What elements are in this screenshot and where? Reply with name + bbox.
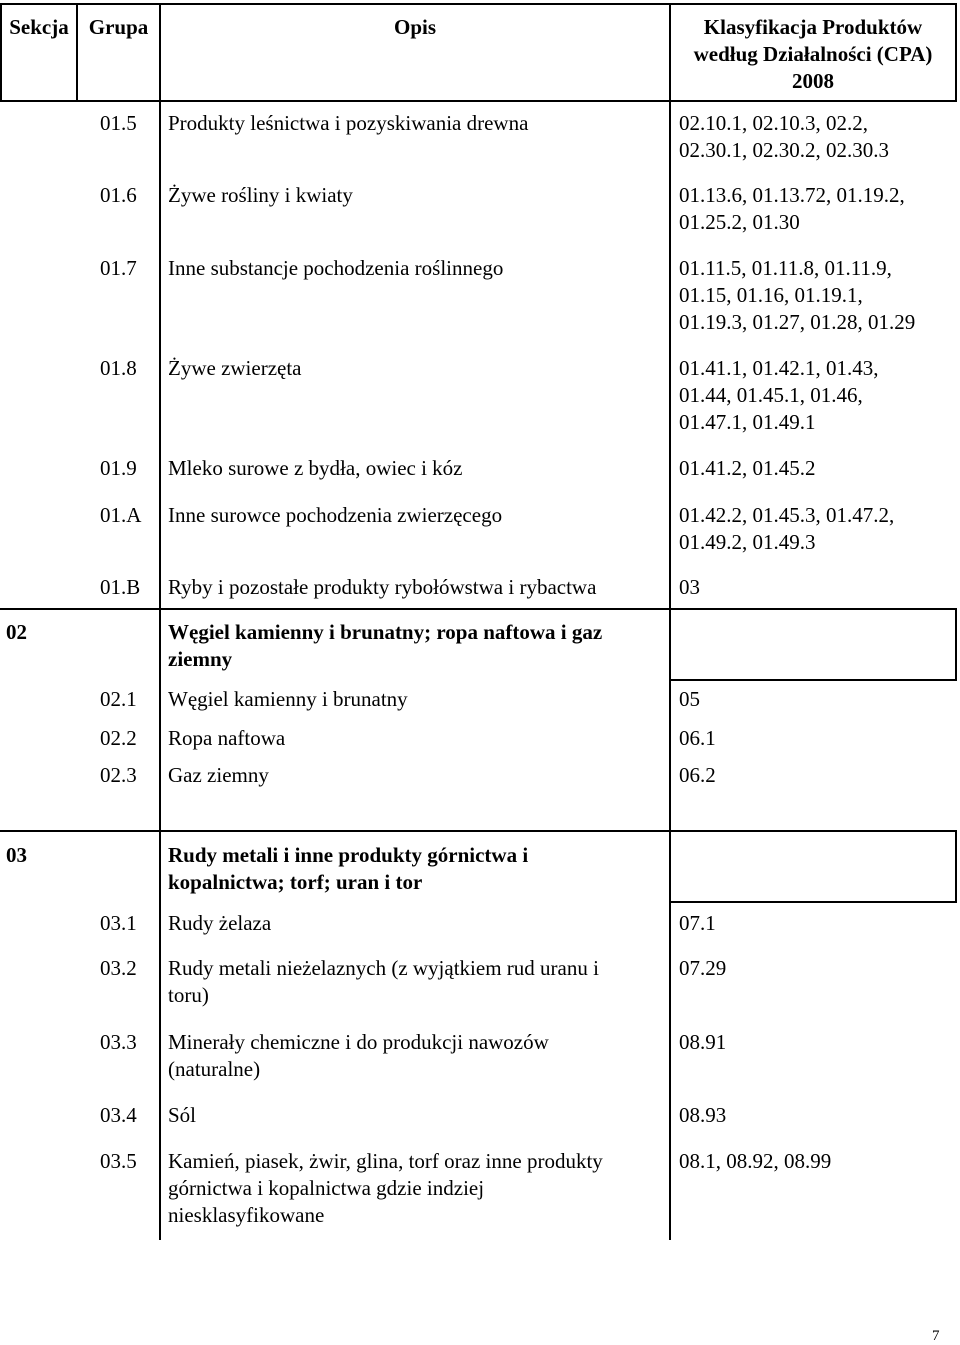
- row-02-1-opis: Węgiel kamienny i brunatny: [168, 687, 408, 711]
- row-03-2-grupa: 03.2: [100, 956, 137, 980]
- row-03-5-opis-1: Kamień, piasek, żwir, glina, torf oraz inne produkty: [168, 1149, 603, 1173]
- row-01-7-cpa-3: 01.19.3, 01.27, 01.28, 01.29: [679, 310, 916, 334]
- section02-right-border: [955, 608, 957, 681]
- row-03-2-opis-1: Rudy metali nieżelaznych (z wyjątkiem rud uranu i: [168, 956, 599, 980]
- row-01-8-cpa-1: 01.41.1, 01.42.1, 01.43,: [679, 356, 879, 380]
- section02-bottom-border: [669, 679, 957, 681]
- row-02-3-opis: Gaz ziemny: [168, 763, 269, 787]
- header-bottom-border: [0, 100, 957, 102]
- row-03-2-cpa: 07.29: [679, 956, 727, 980]
- header-cpa-line3: 2008: [792, 69, 834, 93]
- section03-right-border: [955, 830, 957, 903]
- row-01-9-cpa-1: 01.41.2, 01.45.2: [679, 456, 816, 480]
- opis-cpa-divider: [669, 3, 671, 1240]
- row-01-6-grupa: 01.6: [100, 183, 137, 207]
- row-01-7-cpa-2: 01.15, 01.16, 01.19.1,: [679, 283, 863, 307]
- row-01-5-grupa: 01.5: [100, 111, 137, 135]
- section03-cpa-bottom-border: [669, 901, 957, 903]
- section03-opis-line1: Rudy metali i inne produkty górnictwa i: [168, 843, 529, 867]
- row-03-3-cpa: 08.91: [679, 1030, 727, 1054]
- section02-sekcja: 02: [6, 620, 27, 644]
- row-03-3-opis-2: (naturalne): [168, 1057, 261, 1081]
- row-01-a-opis: Inne surowce pochodzenia zwierzęcego: [168, 503, 503, 527]
- row-03-4-cpa: 08.93: [679, 1103, 727, 1127]
- row-03-5-opis-2: górnictwa i kopalnictwa gdzie indziej: [168, 1176, 485, 1200]
- section03-top-border: [0, 830, 957, 832]
- row-01-a-grupa: 01.A: [100, 503, 142, 527]
- row-01-8-cpa-3: 01.47.1, 01.49.1: [679, 410, 816, 434]
- row-01-a-cpa-2: 01.49.2, 01.49.3: [679, 530, 816, 554]
- grupa-opis-divider: [159, 3, 161, 1240]
- section02-cpa-border: [669, 608, 957, 610]
- row-01-9-opis: Mleko surowe z bydła, owiec i kóz: [168, 456, 463, 480]
- row-02-3-cpa: 06.2: [679, 763, 716, 787]
- row-01-8-grupa: 01.8: [100, 356, 137, 380]
- row-01-8-opis: Żywe zwierzęta: [168, 356, 302, 380]
- row-01-8-cpa-2: 01.44, 01.45.1, 01.46,: [679, 383, 863, 407]
- page-number: 7: [932, 1328, 940, 1344]
- row-01-6-cpa-1: 01.13.6, 01.13.72, 01.19.2,: [679, 183, 905, 207]
- row-01-5-cpa-2: 02.30.1, 02.30.2, 02.30.3: [679, 138, 889, 162]
- header-cpa-line2: według Działalności (CPA): [693, 42, 933, 66]
- section02-opis-line1: Węgiel kamienny i brunatny; ropa naftowa i gaz: [168, 620, 603, 644]
- row-03-5-cpa: 08.1, 08.92, 08.99: [679, 1149, 832, 1173]
- row-01-5-opis: Produkty leśnictwa i pozyskiwania drewna: [168, 111, 529, 135]
- row-01-6-cpa-2: 01.25.2, 01.30: [679, 210, 800, 234]
- table-right-border: [955, 3, 957, 102]
- row-03-5-opis-3: niesklasyfikowane: [168, 1203, 325, 1227]
- row-01-6-opis: Żywe rośliny i kwiaty: [168, 183, 353, 207]
- header-opis: Opis: [393, 15, 437, 39]
- row-01-a-cpa-1: 01.42.2, 01.45.3, 01.47.2,: [679, 503, 895, 527]
- row-03-2-opis-2: toru): [168, 983, 209, 1007]
- header-grupa: Grupa: [88, 15, 149, 39]
- header-sekcja: Sekcja: [9, 15, 69, 39]
- row-01-9-grupa: 01.9: [100, 456, 137, 480]
- row-01-b-cpa-1: 03: [679, 575, 700, 599]
- row-03-1-opis: Rudy żelaza: [168, 911, 272, 935]
- row-02-2-cpa: 06.1: [679, 726, 716, 750]
- row-02-2-opis: Ropa naftowa: [168, 726, 286, 750]
- row-01-b-opis: Ryby i pozostałe produkty rybołówstwa i rybactwa: [168, 575, 597, 599]
- row-01-b-grupa: 01.B: [100, 575, 141, 599]
- section03-sekcja: 03: [6, 843, 27, 867]
- table-top-border: [0, 3, 957, 5]
- row-03-3-opis-1: Minerały chemiczne i do produkcji nawozów: [168, 1030, 549, 1054]
- row-02-1-grupa: 02.1: [100, 687, 137, 711]
- row-03-4-grupa: 03.4: [100, 1103, 137, 1127]
- section02-top-border: [0, 608, 670, 610]
- row-03-4-opis: Sól: [168, 1103, 197, 1127]
- row-01-7-opis: Inne substancje pochodzenia roślinnego: [168, 256, 504, 280]
- row-03-1-cpa: 07.1: [679, 911, 716, 935]
- section03-opis-line2: kopalnictwa; torf; uran i tor: [168, 870, 423, 894]
- row-02-2-grupa: 02.2: [100, 726, 137, 750]
- row-01-5-cpa-1: 02.10.1, 02.10.3, 02.2,: [679, 111, 868, 135]
- row-02-1-cpa: 05: [679, 687, 700, 711]
- row-02-3-grupa: 02.3: [100, 763, 137, 787]
- row-03-1-grupa: 03.1: [100, 911, 137, 935]
- section02-opis-line2: ziemny: [168, 647, 233, 671]
- header-cpa-line1: Klasyfikacja Produktów: [703, 15, 923, 39]
- row-03-3-grupa: 03.3: [100, 1030, 137, 1054]
- row-03-5-grupa: 03.5: [100, 1149, 137, 1173]
- row-01-7-grupa: 01.7: [100, 256, 137, 280]
- row-01-7-cpa-1: 01.11.5, 01.11.8, 01.11.9,: [679, 256, 892, 280]
